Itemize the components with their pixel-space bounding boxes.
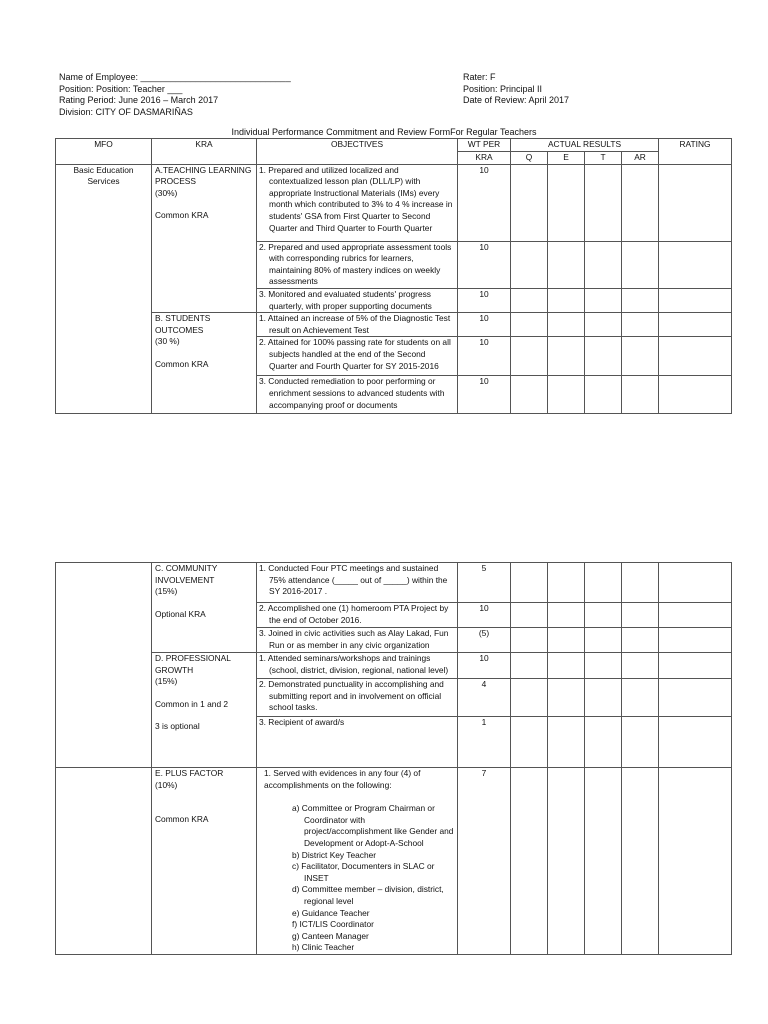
- rating-cell[interactable]: [659, 603, 732, 628]
- rater-position: Position: Principal II: [463, 83, 543, 94]
- rating-cell[interactable]: [659, 563, 732, 603]
- objective-cell: 1. Prepared and utilized localized and contextualized lesson plan (DLL/LP) with appropriate Instructional Materials (IMs) every month which contributed to 3% to 4 % increase in students' GSA from First Quarter to Second Quarter and Third Quarter to Fourth Quarter: [257, 164, 458, 241]
- q-cell[interactable]: [511, 376, 548, 414]
- e-cell[interactable]: [548, 603, 585, 628]
- weight-cell: 5: [458, 563, 511, 603]
- col-header-kra: KRA: [152, 139, 257, 165]
- division: Division: CITY OF DASMARIÑAS: [59, 106, 193, 117]
- col-header-mfo: MFO: [56, 139, 152, 165]
- employee-name-field: Name of Employee: ______________________________: [59, 72, 291, 82]
- objective-cell: 1. Conducted Four PTC meetings and sustained 75% attendance (_____ out of _____) within the SY 2016-2017 .: [257, 563, 458, 603]
- q-cell[interactable]: [511, 241, 548, 288]
- plus-factor-intro: 1. Served with evidences in any four (4) of accomplishments on the following:: [264, 768, 421, 790]
- plus-factor-item: h) Clinic Teacher: [292, 942, 355, 953]
- col-header-ar: AR: [622, 151, 659, 164]
- kra-d-note: 3 is optional: [155, 721, 200, 732]
- q-cell[interactable]: [511, 603, 548, 628]
- t-cell[interactable]: [585, 628, 622, 653]
- rating-cell[interactable]: [659, 653, 732, 679]
- mfo-cell-empty: [56, 563, 152, 768]
- weight-cell: 10: [458, 653, 511, 679]
- kra-c-cell: [152, 563, 257, 653]
- weight-cell: 10: [458, 313, 511, 337]
- ar-cell[interactable]: [622, 563, 659, 603]
- t-cell[interactable]: [585, 164, 622, 241]
- q-cell[interactable]: [511, 337, 548, 376]
- kra-a-title: A.TEACHING LEARNING PROCESS: [155, 164, 252, 187]
- kra-c-weight: (15%): [155, 586, 178, 597]
- weight-cell: 1: [458, 717, 511, 768]
- plus-factor-objective-cell: [257, 768, 458, 955]
- t-cell[interactable]: [585, 717, 622, 768]
- rating-cell[interactable]: [659, 241, 732, 288]
- e-cell[interactable]: [548, 717, 585, 768]
- kra-a-weight: (30%): [155, 187, 178, 198]
- t-cell[interactable]: [585, 313, 622, 337]
- weight-cell: 10: [458, 241, 511, 288]
- weight-cell: 10: [458, 164, 511, 241]
- t-cell[interactable]: [585, 241, 622, 288]
- kra-d-cell: [152, 653, 257, 768]
- objective-cell: 3. Recipient of award/s: [257, 717, 458, 768]
- t-cell[interactable]: [585, 679, 622, 717]
- kra-c-title: C. COMMUNITY INVOLVEMENT: [155, 563, 218, 585]
- plus-factor-item: f) ICT/LIS Coordinator: [292, 919, 374, 930]
- objective-cell: 1. Attended seminars/workshops and trainings (school, district, division, regional, national level): [257, 653, 458, 679]
- kra-b-title: B. STUDENTS OUTCOMES: [155, 313, 211, 335]
- e-cell[interactable]: [548, 563, 585, 603]
- plus-factor-item: e) Guidance Teacher: [292, 907, 370, 918]
- t-cell[interactable]: [585, 337, 622, 376]
- ar-cell[interactable]: [622, 679, 659, 717]
- objective-cell: 2. Accomplished one (1) homeroom PTA Project by the end of October 2016.: [257, 603, 458, 628]
- q-cell[interactable]: [511, 679, 548, 717]
- e-cell[interactable]: [548, 313, 585, 337]
- kra-b-cell: [152, 313, 257, 414]
- col-header-objectives: OBJECTIVES: [257, 139, 458, 165]
- e-cell[interactable]: [548, 628, 585, 653]
- objective-cell: 3. Joined in civic activities such as Alay Lakad, Fun Run or as member in any civic organization: [257, 628, 458, 653]
- weight-cell: 10: [458, 288, 511, 312]
- kra-e-weight: (10%): [155, 779, 178, 790]
- rating-period: Rating Period: June 2016 – March 2017: [59, 95, 219, 105]
- kra-d-type: Common in 1 and 2: [155, 698, 229, 709]
- weight-cell: (5): [458, 628, 511, 653]
- plus-factor-item: g) Canteen Manager: [292, 930, 369, 941]
- rating-cell[interactable]: [659, 679, 732, 717]
- q-cell[interactable]: [511, 563, 548, 603]
- q-cell[interactable]: [511, 313, 548, 337]
- ar-cell[interactable]: [622, 628, 659, 653]
- kra-e-type: Common KRA: [155, 814, 209, 825]
- col-header-wt-per: WT PER: [458, 139, 511, 152]
- rating-cell[interactable]: [659, 717, 732, 768]
- rating-cell[interactable]: [659, 628, 732, 653]
- ar-cell[interactable]: [622, 337, 659, 376]
- t-cell[interactable]: [585, 563, 622, 603]
- q-cell[interactable]: [511, 717, 548, 768]
- objective-cell: 2. Demonstrated punctuality in accomplishing and submitting report and in involvement on official school tasks.: [257, 679, 458, 717]
- t-cell[interactable]: [585, 603, 622, 628]
- kra-a-type: Common KRA: [155, 210, 209, 221]
- kra-a-cell: [152, 164, 257, 313]
- kra-b-weight: (30 %): [155, 336, 180, 347]
- col-header-t: T: [585, 151, 622, 164]
- objective-cell: 1. Attained an increase of 5% of the Diagnostic Test result on Achievement Test: [257, 313, 458, 337]
- kra-d-weight: (15%): [155, 676, 178, 687]
- rating-cell[interactable]: [659, 288, 732, 312]
- e-cell[interactable]: [548, 288, 585, 312]
- ar-cell[interactable]: [622, 653, 659, 679]
- employee-info: [59, 72, 291, 118]
- ipcrf-table-3: [55, 767, 732, 955]
- ipcrf-table-2: [55, 562, 732, 768]
- objective-cell: 2. Prepared and used appropriate assessment tools with corresponding rubrics for learners, maintaining 80% of mastery indices on weekly assessments: [257, 241, 458, 288]
- e-cell[interactable]: [548, 376, 585, 414]
- col-header-e: E: [548, 151, 585, 164]
- rater-info: [463, 72, 569, 107]
- kra-e-title: E. PLUS FACTOR: [155, 768, 224, 778]
- q-cell[interactable]: [511, 288, 548, 312]
- col-header-rating: RATING: [659, 139, 732, 165]
- col-header-kra-weight: KRA: [458, 151, 511, 164]
- kra-b-type: Common KRA: [155, 358, 209, 369]
- ar-cell[interactable]: [622, 376, 659, 414]
- ar-cell[interactable]: [622, 768, 659, 955]
- plus-factor-item: a) Committee or Program Chairman or Coordinator with project/accomplishment like Gender and Development or Adopt-A-School: [292, 803, 454, 848]
- objective-cell: 3. Conducted remediation to poor performing or enrichment sessions to advanced students with accompanying proof or documents: [257, 376, 458, 414]
- objective-cell: 2. Attained for 100% passing rate for students on all subjects handled at the end of the Second Quarter and Fourth Quarter for SY 2015-2016: [257, 337, 458, 376]
- t-cell[interactable]: [585, 768, 622, 955]
- ar-cell[interactable]: [622, 288, 659, 312]
- q-cell[interactable]: [511, 628, 548, 653]
- employee-position: Position: Position: Teacher ___: [59, 83, 183, 94]
- weight-cell: 10: [458, 603, 511, 628]
- objective-cell: 3. Monitored and evaluated students' progress quarterly, with proper supporting documents: [257, 288, 458, 312]
- t-cell[interactable]: [585, 376, 622, 414]
- weight-cell: 10: [458, 337, 511, 376]
- ar-cell[interactable]: [622, 717, 659, 768]
- col-header-actual-results: ACTUAL RESULTS: [511, 139, 659, 152]
- ar-cell[interactable]: [622, 603, 659, 628]
- weight-cell: 7: [458, 768, 511, 955]
- date-of-review: Date of Review: April 2017: [463, 95, 570, 105]
- rating-cell[interactable]: [659, 376, 732, 414]
- q-cell[interactable]: [511, 768, 548, 955]
- col-header-q: Q: [511, 151, 548, 164]
- ipcrf-table-1: [55, 138, 732, 414]
- rating-cell[interactable]: [659, 337, 732, 376]
- plus-factor-item: d) Committee member – division, district, regional level: [292, 884, 444, 906]
- form-title: Individual Performance Commitment and Review FormFor Regular Teachers: [231, 127, 537, 137]
- rater-name: Rater: F: [463, 72, 496, 82]
- mfo-cell-empty: [56, 768, 152, 955]
- rating-cell[interactable]: [659, 313, 732, 337]
- t-cell[interactable]: [585, 653, 622, 679]
- rating-cell[interactable]: [659, 164, 732, 241]
- e-cell[interactable]: [548, 653, 585, 679]
- ar-cell[interactable]: [622, 313, 659, 337]
- kra-e-cell: [152, 768, 257, 955]
- t-cell[interactable]: [585, 288, 622, 312]
- e-cell[interactable]: [548, 164, 585, 241]
- q-cell[interactable]: [511, 653, 548, 679]
- weight-cell: 4: [458, 679, 511, 717]
- plus-factor-item: b) District Key Teacher: [292, 849, 377, 860]
- kra-d-title: D. PROFESSIONAL GROWTH: [155, 653, 231, 675]
- e-cell[interactable]: [548, 337, 585, 376]
- kra-c-type: Optional KRA: [155, 608, 206, 619]
- weight-cell: 10: [458, 376, 511, 414]
- ar-cell[interactable]: [622, 164, 659, 241]
- q-cell[interactable]: [511, 164, 548, 241]
- mfo-cell: Basic Education Services: [56, 164, 152, 414]
- plus-factor-item: c) Facilitator, Documenters in SLAC or INSET: [292, 861, 435, 883]
- ar-cell[interactable]: [622, 241, 659, 288]
- e-cell[interactable]: [548, 679, 585, 717]
- e-cell[interactable]: [548, 241, 585, 288]
- rating-cell[interactable]: [659, 768, 732, 955]
- e-cell[interactable]: [548, 768, 585, 955]
